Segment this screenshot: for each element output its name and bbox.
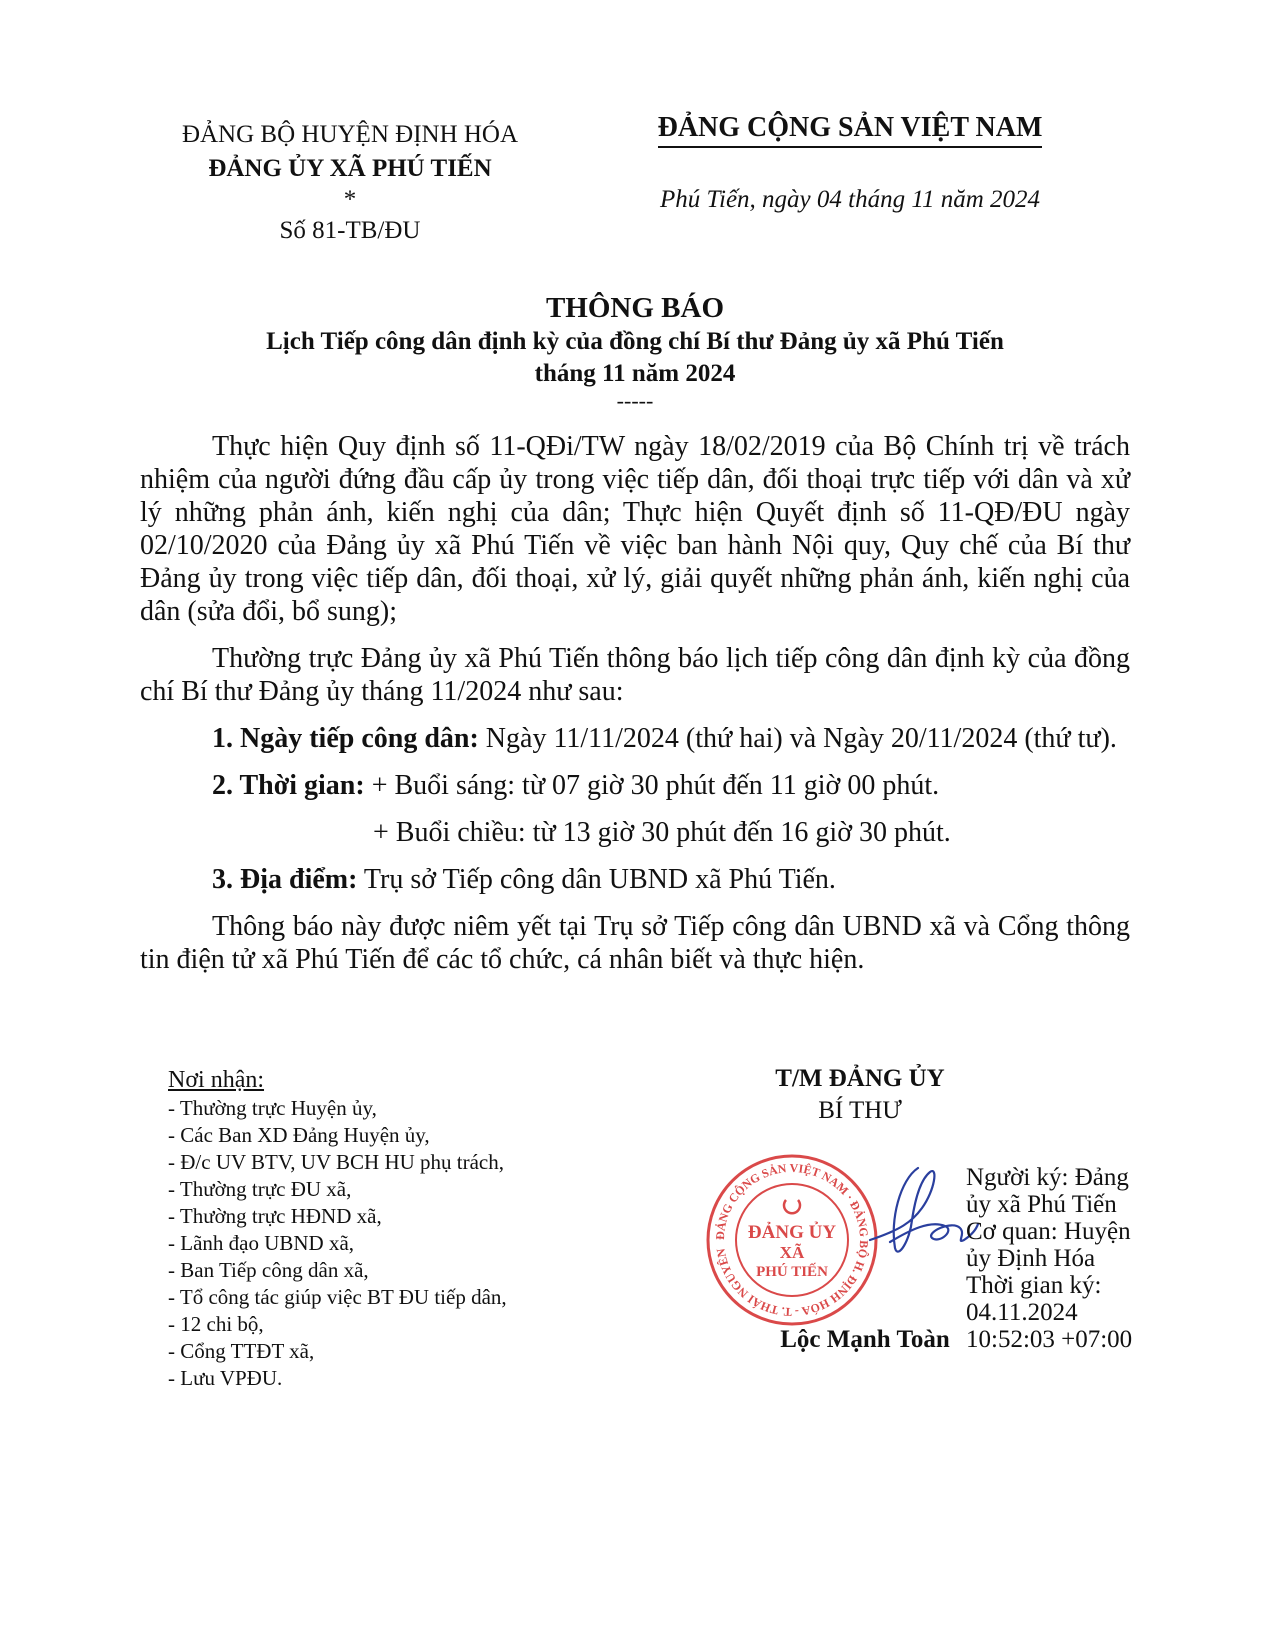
item-time <box>140 769 1130 802</box>
signature-block <box>740 1063 980 1127</box>
issuer-name: ĐẢNG ỦY XÃ PHÚ TIẾN <box>208 155 492 182</box>
seal-center-line1: ĐẢNG ỦY <box>747 1222 837 1243</box>
document-subtitle-period: tháng 11 năm 2024 <box>534 360 736 387</box>
issuer-parent: ĐẢNG BỘ HUYỆN ĐỊNH HÓA <box>181 121 519 148</box>
item-label: 2. Thời gian: <box>212 770 365 801</box>
recipient-item: - Đ/c UV BTV, UV BCH HU phụ trách, <box>168 1150 504 1174</box>
recipient-item: - 12 chi bộ, <box>168 1312 264 1336</box>
digital-sign-line: ủy xã Phú Tiến <box>966 1191 1117 1218</box>
item-text: Trụ sở Tiếp công dân UBND xã Phú Tiến. <box>357 864 836 895</box>
seal-center-line2: XÃ <box>779 1243 805 1262</box>
item-text: + Buổi sáng: từ 07 giờ 30 phút đến 11 giờ 00 phút. <box>364 770 940 801</box>
recipient-item: - Thường trực Huyện ủy, <box>168 1096 377 1120</box>
paragraph-posting: Thông báo này được niêm yết tại Trụ sở Tiếp công dân UBND xã và Cổng thông tin điện tử xã Phú Tiến để các tổ chức, cá nhân biết và thực hiện. <box>140 911 1130 975</box>
document-subtitle: Lịch Tiếp công dân định kỳ của đồng chí Bí thư Đảng ủy xã Phú Tiến <box>266 328 1004 355</box>
item-text: Ngày 11/11/2024 (thứ hai) và Ngày 20/11/2024 (thứ tư). <box>478 723 1117 754</box>
document-title-block <box>140 290 1130 412</box>
document-title: THÔNG BÁO <box>545 292 725 324</box>
recipient-item: - Lãnh đạo UBND xã, <box>168 1231 355 1255</box>
digital-sign-line: Cơ quan: Huyện <box>966 1218 1131 1245</box>
signer-name: Lộc Mạnh Toàn <box>780 1326 950 1353</box>
item-label: 3. Địa điểm: <box>212 864 358 895</box>
handwritten-signature-icon <box>860 1160 980 1270</box>
recipients-heading: Nơi nhận: <box>168 1067 265 1093</box>
item-label: 1. Ngày tiếp công dân: <box>212 723 479 754</box>
seal-center-line3: PHÚ TIẾN <box>756 1264 828 1280</box>
issuer-header <box>140 118 560 248</box>
document-body <box>140 430 1130 990</box>
document-number: Số 81-TB/ĐU <box>279 217 421 244</box>
digital-sign-line: Thời gian ký: <box>966 1272 1102 1299</box>
digital-sign-line: ủy Định Hóa <box>966 1245 1096 1272</box>
recipient-item: - Tổ công tác giúp việc BT ĐU tiếp dân, <box>168 1285 507 1309</box>
digital-sign-line: Người ký: Đảng <box>966 1164 1129 1191</box>
recipient-item: - Lưu VPĐU. <box>168 1366 283 1390</box>
motto-header <box>610 112 1090 214</box>
digital-sign-line: 04.11.2024 <box>966 1299 1078 1326</box>
seal-ring-text: ĐẢNG CỘNG SẢN VIỆT NAM · ĐẢNG BỘ H. ĐỊNH HÓA - T. THÁI NGUYÊN <box>712 1160 872 1320</box>
digital-signature-info <box>966 1164 1176 1353</box>
issuer-star: * <box>343 186 357 213</box>
recipient-item: - Ban Tiếp công dân xã, <box>168 1258 369 1282</box>
signature-org: T/M ĐẢNG ỦY <box>775 1065 945 1092</box>
recipient-item: - Thường trực ĐU xã, <box>168 1177 352 1201</box>
item-time-afternoon: + Buổi chiều: từ 13 giờ 30 phút đến 16 giờ 30 phút. <box>373 817 951 848</box>
item-reception-date <box>140 722 1130 755</box>
title-separator: ----- <box>616 388 654 413</box>
issue-date: Phú Tiến, ngày 04 tháng 11 năm 2024 <box>659 186 1041 213</box>
paragraph-announcement: Thường trực Đảng ủy xã Phú Tiến thông báo lịch tiếp công dân định kỳ của đồng chí Bí thư Đảng ủy tháng 11/2024 như sau: <box>140 643 1130 707</box>
recipient-item: - Thường trực HĐND xã, <box>168 1204 382 1228</box>
signature-role: BÍ THƯ <box>818 1097 902 1124</box>
digital-sign-line: 10:52:03 +07:00 <box>966 1326 1133 1353</box>
official-seal-icon <box>702 1150 882 1330</box>
item-location <box>140 863 1130 896</box>
recipients-list <box>168 1065 648 1392</box>
recipient-item: - Các Ban XD Đảng Huyện ủy, <box>168 1123 430 1147</box>
paragraph-basis: Thực hiện Quy định số 11-QĐi/TW ngày 18/02/2019 của Bộ Chính trị về trách nhiệm của người đứng đầu cấp ủy trong việc tiếp dân, đối thoại trực tiếp với dân và xử lý những phản ánh, kiến nghị của dân; Thực hiện Quyết định số 11-QĐ/ĐU ngày 02/10/2020 của Đảng ủy xã Phú Tiến về việc ban hành Nội quy, Quy chế của Bí thư Đảng ủy trong việc tiếp dân, đối thoại, xử lý, giải quyết những phản ánh, kiến nghị của dân (sửa đổi, bổ sung); <box>140 431 1130 627</box>
recipient-item: - Cổng TTĐT xã, <box>168 1339 315 1363</box>
party-motto: ĐẢNG CỘNG SẢN VIỆT NAM <box>658 112 1043 148</box>
